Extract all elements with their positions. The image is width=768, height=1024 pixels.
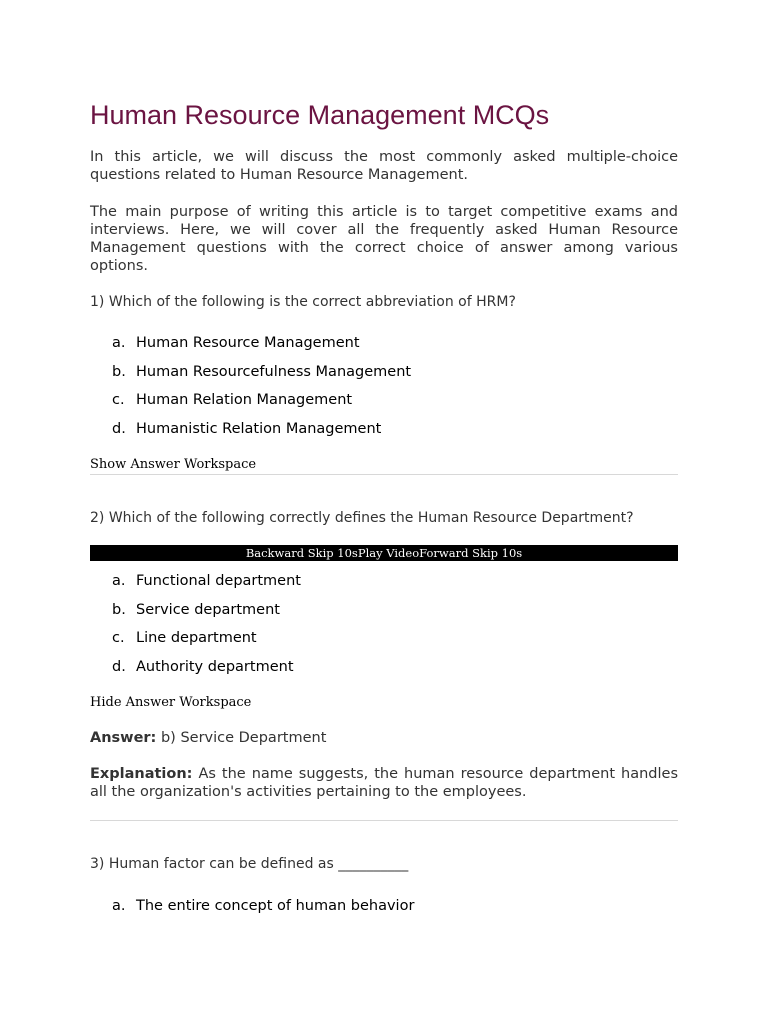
list-item — [112, 363, 411, 392]
purpose-paragraph: The main purpose of writing this article is to target competitive exams and interviews. Here, we will cover all the frequently asked Human Resource Management questions with the correct choice of answer among various options. — [90, 204, 678, 274]
question-2-options — [112, 572, 301, 686]
explanation-line — [90, 765, 678, 801]
option-letter: b. — [112, 363, 126, 380]
option-text: Human Resource Management — [136, 335, 360, 351]
list-item — [112, 601, 301, 630]
option-letter: a. — [112, 898, 126, 914]
divider — [90, 820, 678, 821]
option-letter: a. — [112, 573, 126, 589]
option-letter: d. — [112, 658, 126, 675]
option-letter: d. — [112, 420, 126, 437]
list-item — [112, 391, 411, 420]
explanation-label: Explanation: — [90, 766, 193, 782]
play-video-button[interactable]: Play Video — [357, 546, 420, 560]
question-1-options — [112, 334, 411, 448]
workspace-button[interactable]: Workspace — [179, 695, 252, 710]
list-item — [112, 658, 301, 687]
list-item — [112, 629, 301, 658]
option-text: Human Resourcefulness Management — [136, 363, 412, 380]
page-title: Human Resource Management MCQs — [90, 100, 550, 130]
question-2: 2) Which of the following correctly defines the Human Resource Department? — [90, 510, 634, 526]
question-1: 1) Which of the following is the correct abbreviation of HRM? — [90, 294, 516, 310]
option-text: Line department — [136, 630, 257, 646]
option-text: The entire concept of human behavior — [136, 898, 415, 914]
answer-line — [90, 729, 678, 747]
option-letter: c. — [112, 392, 125, 408]
list-item — [112, 572, 301, 601]
question-2-answer-controls — [90, 695, 251, 711]
option-letter: a. — [112, 335, 126, 351]
divider — [90, 474, 678, 475]
video-player-bar — [90, 545, 678, 561]
question-3: 3) Human factor can be defined as __________ — [90, 856, 409, 872]
explanation-text: As the name suggests, the human resource department handles all the organization's activities pertaining to the employees. — [90, 766, 679, 800]
backward-skip-button[interactable]: Backward Skip 10s — [245, 546, 358, 560]
option-text: Human Relation Management — [136, 392, 353, 408]
option-text: Functional department — [136, 573, 301, 589]
workspace-button[interactable]: Workspace — [183, 457, 257, 472]
intro-paragraph: In this article, we will discuss the most commonly asked multiple-choice questions related to Human Resource Management. — [90, 149, 678, 183]
question-3-options — [112, 897, 414, 926]
option-letter: c. — [112, 630, 125, 646]
option-text: Authority department — [136, 658, 294, 675]
list-item — [112, 334, 411, 363]
hide-answer-button[interactable]: Hide Answer — [90, 695, 176, 710]
option-text: Humanistic Relation Management — [136, 420, 382, 437]
show-answer-button[interactable]: Show Answer — [90, 457, 180, 472]
answer-label: Answer: — [90, 730, 157, 746]
list-item — [112, 420, 411, 449]
forward-skip-button[interactable]: Forward Skip 10s — [419, 546, 523, 560]
question-1-answer-controls — [90, 457, 256, 473]
list-item — [112, 897, 414, 926]
option-letter: b. — [112, 601, 126, 618]
option-text: Service department — [136, 601, 280, 618]
answer-text: b) Service Department — [160, 730, 327, 746]
